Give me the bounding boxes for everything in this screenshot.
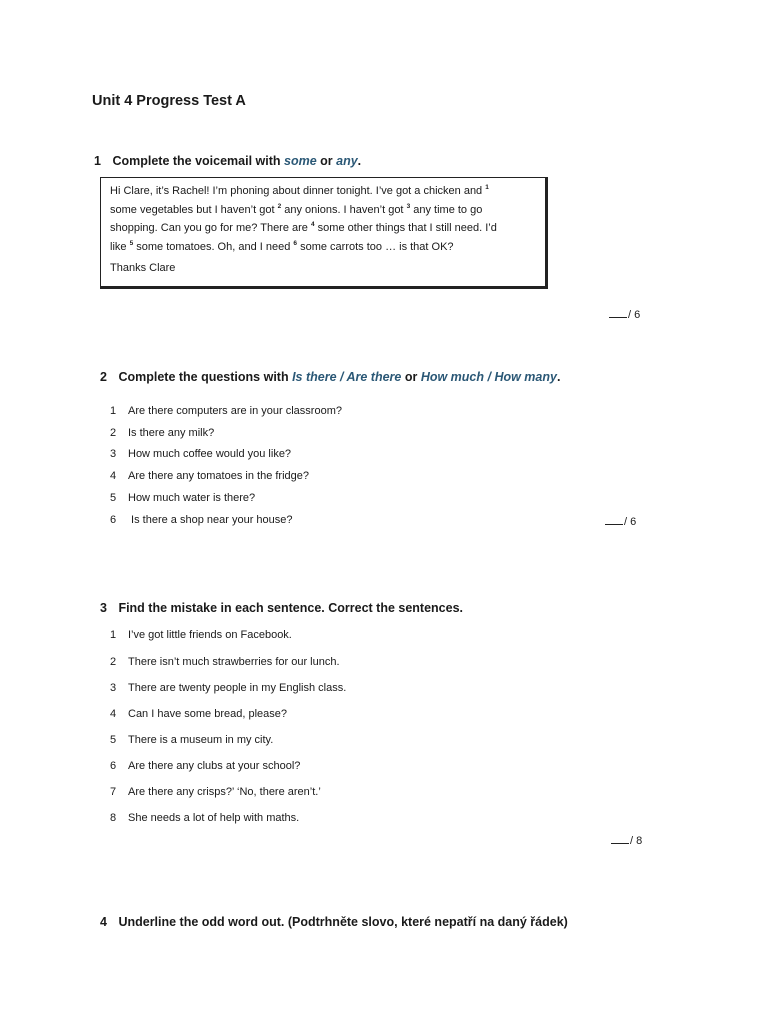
section-2-item: 3 How much coffee would you like? bbox=[110, 448, 292, 460]
score-blank[interactable] bbox=[611, 833, 629, 844]
gap-number: 2 bbox=[277, 202, 282, 210]
voicemail-line-3: shopping. Can you go for me? There are $^4$ some other things that I still need. I’d bbox=[110, 221, 497, 235]
section-1-end: . bbox=[357, 154, 362, 168]
section-2-text: Complete the questions with bbox=[118, 370, 293, 384]
section-1-text: Complete the voicemail with bbox=[112, 154, 285, 168]
section-1-score: / 6 bbox=[609, 307, 640, 321]
section-1-number: 1 bbox=[94, 154, 101, 168]
section-3-item: 1 I’ve got little friends on Facebook. bbox=[110, 629, 292, 641]
voicemail-line-4: like $^5$ some tomatoes. Oh, and I need $^6$ some carrots too … is that OK? bbox=[110, 239, 454, 253]
section-2-number: 2 bbox=[100, 370, 107, 384]
gap-number: 5 bbox=[129, 239, 134, 247]
gap-number: 1 bbox=[485, 184, 489, 191]
section-3-number: 3 bbox=[100, 601, 107, 615]
section-3-item: 6 Are there any clubs at your school? bbox=[110, 760, 301, 772]
score-blank[interactable] bbox=[605, 514, 623, 525]
section-3-item: 3 There are twenty people in my English class. bbox=[110, 682, 347, 694]
section-3-score: / 8 bbox=[611, 833, 642, 847]
section-2-end: . bbox=[556, 370, 561, 384]
voicemail-line-1: Hi Clare, it’s Rachel! I’m phoning about dinner tonight. I’ve got a chicken and $^1$ bbox=[110, 184, 489, 197]
section-3-text: Find the mistake in each sentence. Correct the sentences. bbox=[118, 601, 463, 615]
section-3-item: 4 Can I have some bread, please? bbox=[110, 708, 287, 720]
section-1-word-some: some bbox=[284, 154, 317, 168]
section-2-phrase-how-much-many: How much / How many bbox=[420, 370, 557, 384]
section-3-item: 7 Are there any crisps?’ ‘No, there aren’t.’ bbox=[110, 786, 321, 798]
voicemail-box bbox=[100, 177, 548, 289]
page-title: Unit 4 Progress Test A bbox=[92, 93, 246, 109]
section-2-mid: or bbox=[401, 370, 421, 384]
voicemail-line-2: some vegetables but I haven’t got $^2$ any onions. I haven’t got $^3$ any time to go bbox=[110, 202, 483, 216]
section-3-item: 5 There is a museum in my city. bbox=[110, 734, 274, 746]
section-2-item: 5 How much water is there? bbox=[110, 492, 256, 504]
section-2-item: 1 Are there computers are in your classroom? bbox=[110, 405, 342, 417]
section-2-item: 2 Is there any milk? bbox=[110, 427, 215, 439]
score-blank[interactable] bbox=[609, 307, 627, 318]
section-2-phrase-is-are-there: Is there / Are there bbox=[292, 370, 402, 384]
section-2-score: / 6 bbox=[605, 514, 636, 528]
section-1-word-any: any bbox=[336, 154, 358, 168]
gap-number: 4 bbox=[310, 221, 315, 229]
section-1-instruction bbox=[94, 154, 361, 168]
section-3-item: 8 She needs a lot of help with maths. bbox=[110, 812, 300, 824]
section-4-text: Underline the odd word out. (Podtrhněte slovo, které nepatří na daný řádek) bbox=[118, 915, 568, 929]
section-4-instruction bbox=[100, 915, 568, 929]
section-3-item: 2 There isn’t much strawberries for our lunch. bbox=[110, 656, 340, 668]
section-3-instruction bbox=[100, 601, 463, 615]
section-2-item: 4 Are there any tomatoes in the fridge? bbox=[110, 470, 309, 482]
gap-number: 6 bbox=[293, 239, 298, 247]
gap-number: 3 bbox=[406, 202, 411, 210]
section-2-item: 6 Is there a shop near your house? bbox=[110, 514, 293, 526]
section-1-mid: or bbox=[316, 154, 337, 168]
section-4-number: 4 bbox=[100, 915, 107, 929]
voicemail-signoff: Thanks Clare bbox=[110, 262, 176, 275]
section-2-instruction bbox=[100, 370, 560, 384]
